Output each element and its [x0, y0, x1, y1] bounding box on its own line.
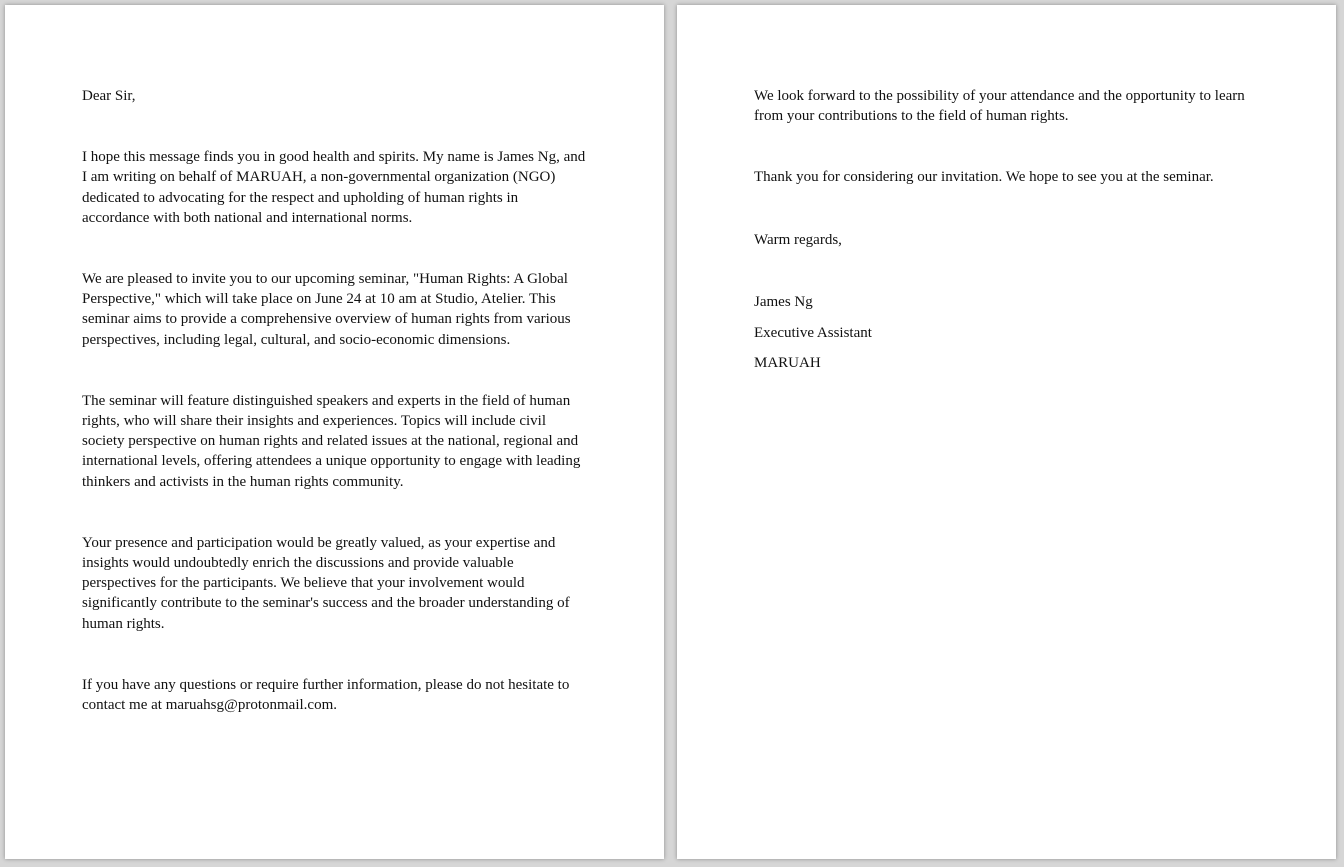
closing: Warm regards, — [754, 231, 842, 248]
paragraph-contact: If you have any questions or require further information, please do not hesitate to contact me at maruahsg@protonmail.com. — [82, 676, 570, 714]
signature-title: Executive Assistant — [754, 325, 872, 342]
paragraph-participation: Your presence and participation would be greatly valued, as your expertise and insights would undoubtedly enrich the discussions and provide valuable perspectives for the participants. We believe that your involvement would significantly contribute to the seminar's success and the broader understanding of human rights. — [82, 534, 570, 632]
signature-name: James Ng — [754, 293, 813, 310]
paragraph-thank-you: Thank you for considering our invitation. We hope to see you at the seminar. — [754, 169, 1214, 186]
document-page-1 — [5, 5, 664, 859]
salutation: Dear Sir, — [82, 88, 136, 104]
page-1-content — [82, 86, 588, 715]
paragraph-introduction: I hope this message finds you in good health and spirits. My name is James Ng, and I am writing on behalf of MARUAH, a non-governmental organization (NGO) dedicated to advocating for the respect and upholding of human rights in accordance with both national and international norms. — [82, 149, 586, 226]
paragraph-invitation: We are pleased to invite you to our upcoming seminar, "Human Rights: A Global Perspective," which will take place on June 24 at 10 am at Studio, Atelier. This seminar aims to provide a comprehensive overview of human rights from various perspectives, including legal, cultural, and socio-economic dimensions. — [82, 271, 571, 348]
paragraph-look-forward: We look forward to the possibility of your attendance and the opportunity to learn from your contributions to the field of human rights. — [754, 88, 1245, 125]
page-2-content — [754, 86, 1258, 373]
document-page-2 — [677, 5, 1336, 859]
paragraph-speakers: The seminar will feature distinguished speakers and experts in the field of human rights, who will share their insights and experiences. Topics will include civil society perspective on human rights and related issues at the national, regional and international levels, offering attendees a unique opportunity to engage with leading thinkers and activists in the human rights community. — [82, 392, 581, 490]
signature-organization: MARUAH — [754, 355, 821, 372]
